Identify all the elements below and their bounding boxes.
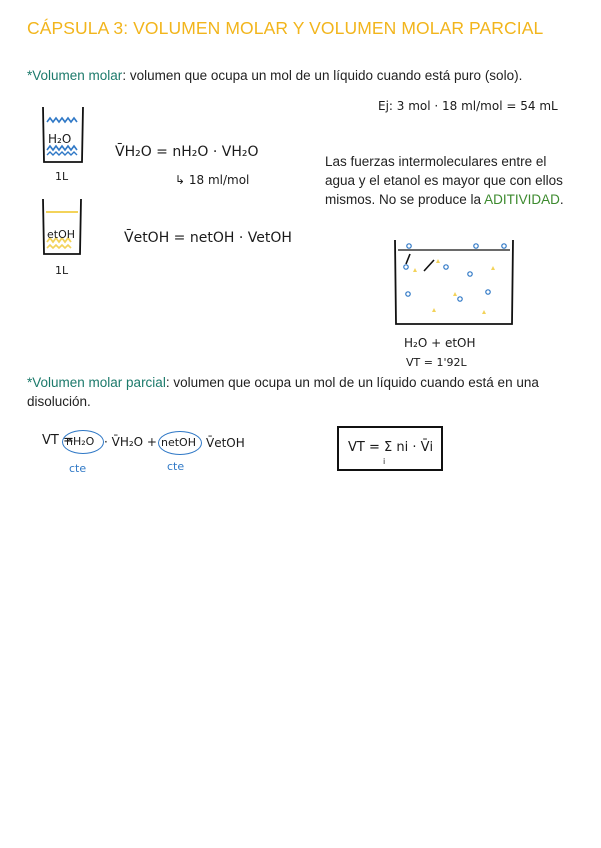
boxed-formula-text: VT = Σ ni · V̄i: [348, 440, 434, 455]
partial-molar-volume-text: : volumen que ocupa un mol de un líquido cuando está en una disolución.: [27, 375, 539, 409]
equation-n-water: nH₂O: [66, 435, 95, 448]
beaker-ethanol-label: etOH: [47, 228, 76, 241]
partial-molar-volume-definition: [27, 373, 547, 411]
boxed-formula: [337, 426, 443, 471]
beaker-ethanol-drawing: [40, 196, 90, 258]
mixture-beaker-drawing: [392, 236, 522, 332]
constant-label-1: cte: [69, 462, 87, 475]
equation-total-volume-label: VT =: [42, 433, 74, 448]
boxed-formula-index: i: [383, 457, 386, 466]
partial-molar-volume-term: *Volumen molar parcial: [27, 375, 166, 390]
equation-water-note: ↳ 18 ml/mol: [175, 173, 250, 187]
mixture-beaker: [392, 236, 522, 337]
mixture-label: H₂O + etOH: [404, 336, 476, 350]
molar-volume-text: : volumen que ocupa un mol de un líquido cuando está puro (solo).: [122, 68, 523, 83]
equation-n-ethanol: netOH: [161, 436, 196, 449]
forces-body: Las fuerzas intermoleculares entre el agua y el etanol es mayor que con ellos mismos. No se produce la: [325, 154, 563, 207]
example-calculation: Ej: 3 mol · 18 ml/mol = 54 mL: [378, 99, 558, 113]
constant-label-2: cte: [167, 460, 185, 473]
equation-water: V̄H₂O = nH₂O · VH₂O: [115, 144, 259, 160]
beaker-ethanol: [40, 196, 90, 263]
mixture-volume: VT = 1'92L: [406, 356, 467, 369]
equation-v-ethanol: V̄etOH: [206, 436, 245, 450]
beaker-ethanol-volume: 1L: [55, 264, 69, 277]
page-title: CÁPSULA 3: VOLUMEN MOLAR Y VOLUMEN MOLAR PARCIAL: [27, 18, 544, 38]
beaker-water-label: H₂O: [48, 132, 72, 146]
beaker-water-volume: 1L: [55, 170, 69, 183]
molar-volume-definition: [27, 66, 587, 85]
equation-ethanol: V̄etOH = netOH · VetOH: [124, 230, 292, 246]
beaker-water: [40, 104, 90, 171]
forces-end: .: [559, 192, 564, 207]
intermolecular-forces-text: [325, 152, 575, 209]
additivity-term: ADITIVIDAD: [484, 192, 560, 207]
equation-v-water: · V̄H₂O +: [104, 435, 157, 449]
molar-volume-term: *Volumen molar: [27, 68, 123, 83]
